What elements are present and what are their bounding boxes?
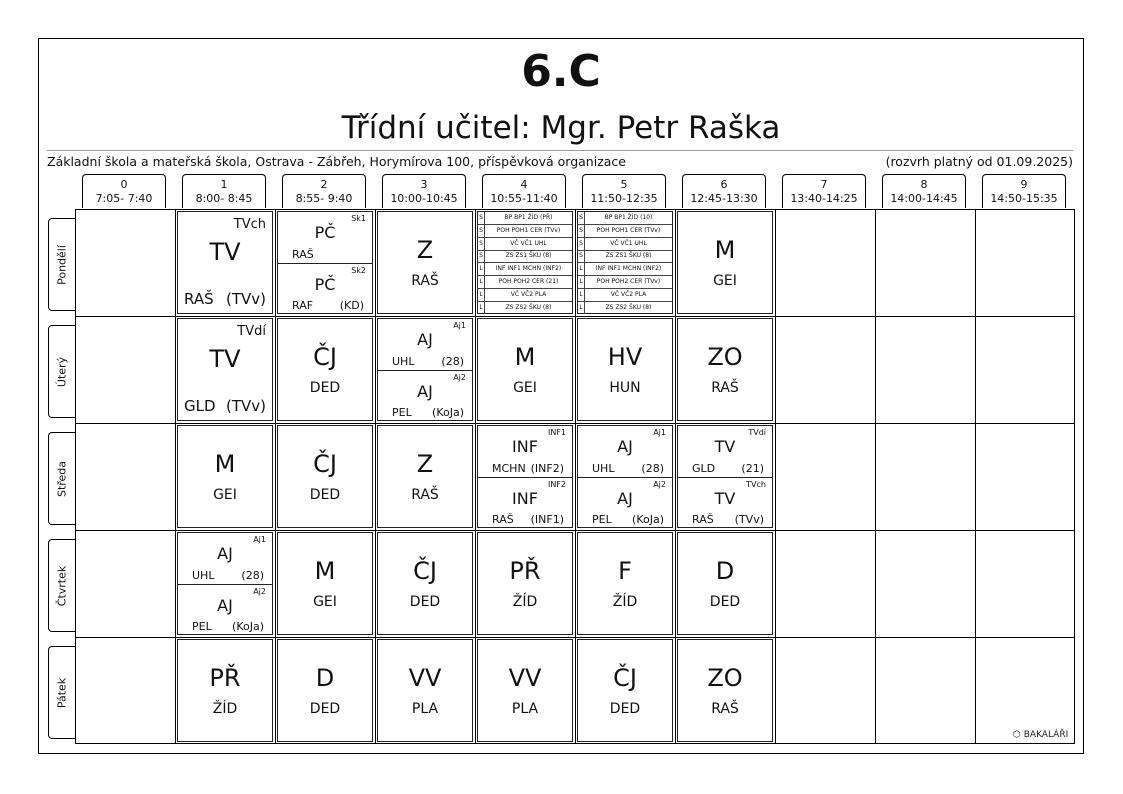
teacher-abbrev: PEL: [592, 513, 612, 526]
period-header-1: [182, 174, 266, 208]
subject-abbrev: PČ: [314, 223, 336, 242]
period-number: 4: [520, 178, 528, 191]
day-name: Úterý: [55, 356, 69, 387]
period-time: 14:00-14:45: [890, 192, 958, 205]
split-lesson-text: VČ VČ2 PLA: [510, 290, 547, 298]
header-divider: [47, 150, 1073, 151]
subject-abbrev: HV: [607, 343, 643, 371]
week-marker: S: [478, 225, 485, 237]
split-lesson-row: [578, 250, 672, 263]
group-name: Sk2: [351, 265, 366, 275]
teacher-abbrev: RAŠ: [711, 380, 739, 396]
teacher-abbrev: RAŠ: [292, 247, 314, 261]
period-number: 6: [720, 178, 728, 191]
period-time: 14:50-15:35: [990, 192, 1058, 205]
lesson-card[interactable]: [477, 425, 573, 528]
teacher-abbrev: RAŠ: [711, 701, 739, 717]
lesson-card[interactable]: [577, 318, 673, 421]
split-lesson-text: ZS ZS2 ŠKU (8): [605, 303, 652, 311]
day-label-2: [48, 432, 75, 525]
subject-abbrev: PŘ: [509, 557, 541, 585]
subject-abbrev: M: [214, 450, 236, 478]
lesson-card[interactable]: [377, 211, 473, 314]
period-number: 8: [920, 178, 928, 191]
split-lesson-row: [478, 212, 572, 225]
period-header-7: [782, 174, 866, 208]
period-number: 2: [320, 178, 328, 191]
split-lesson-text: POH POH2 CER (TVv): [596, 278, 661, 285]
group-name: Sk1: [351, 214, 366, 223]
split-lesson-text: POH POH1 CER (TVv): [596, 226, 661, 234]
split-lesson-row: [578, 238, 672, 251]
period-number: 0: [120, 178, 128, 191]
split-lesson-row: [578, 225, 672, 238]
group-name: INF1: [547, 428, 566, 437]
lesson-card[interactable]: [277, 425, 373, 528]
subject-abbrev: ČJ: [413, 557, 437, 585]
grid-row-line: [76, 530, 1074, 531]
day-label-0: [48, 218, 75, 311]
split-lesson-text: VČ VČ1 UHL: [610, 239, 647, 247]
subject-abbrev: F: [618, 557, 632, 585]
teacher-abbrev: ŽÍD: [612, 594, 638, 610]
subject-abbrev: VV: [408, 664, 442, 692]
subject-abbrev: Z: [416, 236, 434, 264]
lesson-group-2: [578, 477, 672, 529]
split-lesson-row: [578, 276, 672, 289]
room-name: (INF1): [530, 513, 564, 526]
subject-abbrev: PČ: [314, 274, 336, 294]
room-name: (KoJa): [632, 513, 664, 526]
period-header-6: [682, 174, 766, 208]
week-marker: L: [478, 263, 485, 275]
week-marker: L: [478, 276, 485, 288]
subject-abbrev: D: [315, 664, 335, 692]
group-name: Aj2: [453, 372, 466, 382]
grid-row-line: [76, 423, 1074, 424]
period-time: 10:00-10:45: [390, 192, 458, 205]
teacher-abbrev: RAŠ: [184, 290, 214, 308]
lesson-card[interactable]: [377, 425, 473, 528]
bakalari-logo: [1013, 729, 1068, 741]
subject-abbrev: TV: [209, 238, 241, 266]
group-name: Aj1: [253, 535, 266, 544]
split-lesson-text: ZS ZS2 ŠKU (8): [505, 303, 552, 311]
week-marker: S: [478, 238, 485, 250]
subject-abbrev: AJ: [217, 595, 233, 615]
period-header-0: [82, 174, 166, 208]
lesson-group-1: [378, 319, 472, 370]
lesson-card[interactable]: [677, 532, 773, 635]
period-time: 7:05- 7:40: [95, 192, 153, 205]
group-name: Aj2: [653, 479, 666, 489]
week-marker: L: [578, 276, 585, 288]
teacher-abbrev: GLD: [692, 461, 716, 475]
lesson-card[interactable]: [377, 639, 473, 742]
period-time: 10:55-11:40: [490, 192, 558, 205]
grid-column-line: [175, 210, 176, 743]
lesson-card[interactable]: [577, 639, 673, 742]
group-name: TVdí: [237, 324, 266, 339]
subject-abbrev: VV: [508, 664, 542, 692]
teacher-abbrev: RAŠ: [411, 487, 439, 503]
subject-abbrev: PŘ: [209, 664, 241, 692]
week-marker: S: [578, 238, 585, 250]
teacher-abbrev: DED: [409, 594, 441, 610]
lesson-card[interactable]: [477, 639, 573, 742]
split-lesson-text: INF INF1 MCHN (INF2): [495, 265, 562, 273]
lesson-group-2: [178, 584, 272, 636]
subject-abbrev: TV: [209, 345, 241, 373]
day-name: Pátek: [55, 677, 69, 708]
lesson-card[interactable]: [177, 639, 273, 742]
subject-abbrev: M: [714, 236, 736, 264]
validity-note: (rozvrh platný od 01.09.2025): [885, 154, 1073, 169]
lesson-card-split[interactable]: [577, 211, 673, 314]
week-marker: S: [478, 250, 485, 262]
group-name: TVdí: [748, 428, 766, 437]
period-time: 8:55- 9:40: [295, 192, 353, 205]
lesson-card[interactable]: [677, 639, 773, 742]
split-lesson-row: [478, 250, 572, 263]
split-lesson-row: [478, 238, 572, 251]
grid-column-line: [275, 210, 276, 743]
subject-abbrev: ZO: [707, 343, 743, 371]
lesson-card[interactable]: [377, 318, 473, 421]
lesson-card[interactable]: [177, 425, 273, 528]
day-column: [48, 214, 75, 734]
timetable-grid: [75, 209, 1075, 744]
day-name: Čtvrtek: [55, 565, 69, 606]
teacher-abbrev: GEI: [713, 273, 737, 289]
lesson-card[interactable]: [177, 318, 273, 421]
room-name: (INF2): [530, 461, 564, 475]
period-number: 1: [220, 178, 228, 191]
week-marker: L: [478, 302, 485, 314]
group-name: TVch: [746, 479, 766, 489]
teacher-abbrev: PEL: [192, 620, 212, 633]
teacher-abbrev: UHL: [192, 568, 215, 582]
lesson-card[interactable]: [277, 639, 373, 742]
split-lesson-row: [478, 263, 572, 276]
lesson-card[interactable]: [577, 425, 673, 528]
teacher-abbrev: PLA: [411, 701, 439, 717]
week-marker: L: [578, 289, 585, 301]
period-number: 5: [620, 178, 628, 191]
teacher-abbrev: RAF: [292, 299, 314, 312]
week-marker: S: [478, 212, 485, 224]
lesson-card[interactable]: [177, 211, 273, 314]
teacher-abbrev: PLA: [511, 701, 539, 717]
grid-column-line: [475, 210, 476, 743]
split-lesson-row: [578, 289, 672, 302]
split-lesson-row: [478, 289, 572, 302]
period-number: 7: [820, 178, 828, 191]
teacher-abbrev: GEI: [313, 594, 337, 610]
split-lesson-row: [478, 302, 572, 315]
split-lesson-text: VČ VČ2 PLA: [610, 290, 647, 298]
lesson-group-1: [278, 212, 372, 263]
lesson-group-2: [378, 370, 472, 422]
lesson-card[interactable]: [277, 318, 373, 421]
lesson-card[interactable]: [677, 425, 773, 528]
split-lesson-text: BP BP1 ŽÍD (PŘ): [504, 214, 553, 221]
lesson-card[interactable]: [677, 318, 773, 421]
split-lesson-row: [478, 276, 572, 289]
lesson-card[interactable]: [577, 532, 673, 635]
subject-abbrev: AJ: [417, 381, 433, 401]
split-lesson-text: BP BP1 ŽÍD (10): [604, 214, 653, 221]
room-name: (KD): [339, 299, 364, 312]
grid-column-line: [575, 210, 576, 743]
teacher-abbrev: DED: [309, 380, 341, 396]
teacher-abbrev: UHL: [592, 461, 615, 475]
room-name: (KoJa): [232, 620, 264, 633]
period-time: 12:45-13:30: [690, 192, 758, 205]
group-name: Aj1: [653, 428, 666, 437]
teacher-abbrev: ŽÍD: [212, 701, 238, 717]
class-teacher: Třídní učitel: Mgr. Petr Raška: [341, 110, 781, 146]
split-lesson-text: INF INF1 MCHN (INF2): [595, 265, 662, 273]
subject-abbrev: M: [314, 557, 336, 585]
grid-column-line: [775, 210, 776, 743]
subject-abbrev: ČJ: [313, 343, 337, 371]
split-lesson-row: [478, 225, 572, 238]
room-name: (TVv): [734, 513, 764, 526]
grid-row-line: [76, 637, 1074, 638]
subject-abbrev: AJ: [617, 437, 633, 456]
bakalari-logo-icon: ⬡: [1013, 730, 1021, 740]
teacher-abbrev: GLD: [184, 397, 216, 415]
teacher-abbrev: RAŠ: [492, 513, 514, 526]
teacher-abbrev: DED: [709, 594, 741, 610]
lesson-card[interactable]: [477, 532, 573, 635]
subject-abbrev: AJ: [617, 488, 633, 508]
period-header-3: [382, 174, 466, 208]
school-name: Základní škola a mateřská škola, Ostrava - Zábřeh, Horymírova 100, příspěvková organizace: [47, 154, 626, 169]
subject-abbrev: Z: [416, 450, 434, 478]
period-header-8: [882, 174, 966, 208]
split-lesson-row: [578, 263, 672, 276]
teacher-abbrev: HUN: [609, 380, 641, 396]
teacher-abbrev: GEI: [213, 487, 237, 503]
split-lesson-text: ZS ZS1 ŠKU (8): [605, 252, 652, 260]
day-label-1: [48, 325, 75, 418]
split-lesson-text: POH POH1 CER (TVv): [496, 226, 561, 234]
subject-abbrev: ZO: [707, 664, 743, 692]
lesson-group-1: [578, 426, 672, 477]
period-header-5: [582, 174, 666, 208]
split-lesson-row: [578, 302, 672, 315]
room-name: (28): [241, 568, 264, 582]
group-name: INF2: [547, 479, 566, 489]
teacher-abbrev: RAŠ: [692, 513, 714, 526]
room-name: (28): [441, 354, 464, 368]
subject-abbrev: ČJ: [313, 450, 337, 478]
lesson-group-2: [478, 477, 572, 529]
week-marker: L: [578, 302, 585, 314]
group-name: Aj1: [453, 321, 466, 330]
grid-column-line: [875, 210, 876, 743]
teacher-abbrev: ŽÍD: [512, 594, 538, 610]
split-lesson-text: POH POH2 CER (21): [498, 278, 559, 285]
lesson-card[interactable]: [277, 532, 373, 635]
week-marker: S: [578, 212, 585, 224]
room-name: (TVv): [225, 290, 266, 308]
teacher-abbrev: DED: [609, 701, 641, 717]
lesson-card[interactable]: [477, 318, 573, 421]
lesson-group-1: [478, 426, 572, 477]
lesson-group-1: [178, 533, 272, 584]
day-name: Pondělí: [55, 244, 69, 285]
period-time: 8:00- 8:45: [195, 192, 253, 205]
subject-abbrev: INF: [512, 437, 538, 456]
split-lesson-text: ZS ZS1 ŠKU (8): [505, 252, 552, 260]
lesson-card[interactable]: [377, 532, 473, 635]
grid-column-line: [975, 210, 976, 743]
room-name: (KoJa): [432, 406, 464, 419]
lesson-group-1: [678, 426, 772, 477]
week-marker: L: [578, 263, 585, 275]
week-marker: S: [578, 225, 585, 237]
room-name: (TVv): [225, 397, 266, 415]
lesson-card-split[interactable]: [477, 211, 573, 314]
room-name: (28): [641, 461, 664, 475]
teacher-abbrev: DED: [309, 487, 341, 503]
subject-abbrev: D: [715, 557, 735, 585]
grid-row-line: [76, 316, 1074, 317]
group-name: TVch: [233, 217, 266, 232]
teacher-abbrev: RAŠ: [411, 273, 439, 289]
teacher-abbrev: DED: [309, 701, 341, 717]
period-number: 3: [420, 178, 428, 191]
bakalari-logo-text: BAKALÁŘI: [1023, 730, 1069, 740]
subject-abbrev: TV: [714, 437, 736, 456]
period-time: 13:40-14:25: [790, 192, 858, 205]
teacher-abbrev: MCHN: [492, 461, 526, 475]
split-lesson-text: VČ VČ1 UHL: [510, 239, 547, 247]
subject-abbrev: AJ: [217, 544, 233, 563]
teacher-abbrev: PEL: [392, 406, 412, 419]
grid-column-line: [375, 210, 376, 743]
lesson-card[interactable]: [277, 211, 373, 314]
period-time: 11:50-12:35: [590, 192, 658, 205]
group-name: Aj2: [253, 586, 266, 596]
week-marker: L: [478, 289, 485, 301]
day-label-3: [48, 539, 75, 632]
subject-abbrev: ČJ: [613, 664, 637, 692]
subject-abbrev: INF: [512, 488, 538, 508]
split-lesson-row: [578, 212, 672, 225]
teacher-abbrev: GEI: [513, 380, 537, 396]
day-label-4: [48, 646, 75, 739]
subject-abbrev: AJ: [417, 330, 433, 349]
lesson-card[interactable]: [177, 532, 273, 635]
room-name: (21): [741, 461, 764, 475]
lesson-group-2: [678, 477, 772, 529]
period-number: 9: [1020, 178, 1028, 191]
period-header-4: [482, 174, 566, 208]
week-marker: S: [578, 250, 585, 262]
subject-abbrev: M: [514, 343, 536, 371]
period-header-9: [982, 174, 1066, 208]
lesson-group-2: [278, 263, 372, 315]
teacher-abbrev: UHL: [392, 354, 415, 368]
grid-column-line: [675, 210, 676, 743]
lesson-card[interactable]: [677, 211, 773, 314]
subject-abbrev: TV: [714, 488, 736, 508]
period-header-2: [282, 174, 366, 208]
day-name: Středa: [55, 460, 69, 497]
class-title: 6.C: [521, 46, 601, 97]
